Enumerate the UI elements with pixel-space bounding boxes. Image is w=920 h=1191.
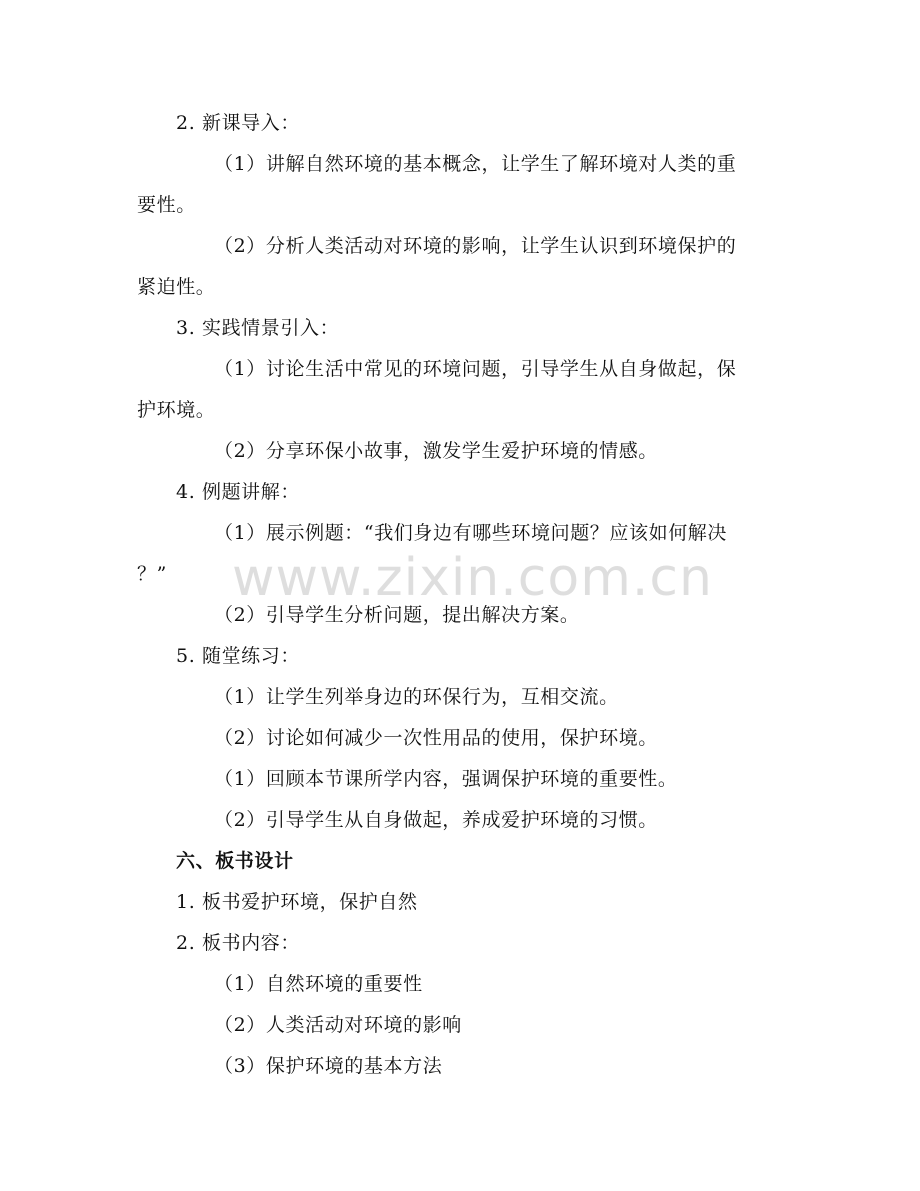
item-3-sub-2: （2）分享环保小故事，激发学生爱护环境的情感。 xyxy=(214,440,658,462)
item-5-sub-1: （1）让学生列举身边的环保行为，互相交流。 xyxy=(214,686,619,708)
item-3-heading: 3. 实践情景引入： xyxy=(176,317,340,339)
board-item-2-sub-1: （1）自然环境的重要性 xyxy=(214,973,423,995)
section-heading-board-design: 六、板书设计 xyxy=(176,850,294,872)
board-item-1: 1. 板书爱护环境，保护自然 xyxy=(176,891,418,913)
item-2-sub-2: （2）分析人类活动对环境的影响，让学生认识到环境保护的 xyxy=(214,235,737,257)
board-item-2-sub-2: （2）人类活动对环境的影响 xyxy=(214,1014,462,1036)
item-4-sub-1-cont: ？” xyxy=(137,563,167,585)
item-2-sub-1: （1）讲解自然环境的基本概念，让学生了解环境对人类的重 xyxy=(214,153,737,175)
item-5-sub-4: （2）引导学生从自身做起，养成爱护环境的习惯。 xyxy=(214,809,658,831)
item-3-sub-1-cont: 护环境。 xyxy=(137,399,216,421)
item-2-heading: 2. 新课导入： xyxy=(176,112,300,134)
item-5-heading: 5. 随堂练习： xyxy=(176,645,300,667)
item-4-sub-2: （2）引导学生分析问题，提出解决方案。 xyxy=(214,604,580,626)
board-item-2-sub-3: （3）保护环境的基本方法 xyxy=(214,1055,443,1077)
item-5-sub-3: （1）回顾本节课所学内容，强调保护环境的重要性。 xyxy=(214,768,678,790)
item-2-sub-2-cont: 紧迫性。 xyxy=(137,276,216,298)
item-4-sub-1: （1）展示例题：“我们身边有哪些环境问题？应该如何解决 xyxy=(214,522,728,544)
item-5-sub-2: （2）讨论如何减少一次性用品的使用，保护环境。 xyxy=(214,727,658,749)
board-item-2: 2. 板书内容： xyxy=(176,932,300,954)
item-2-sub-1-cont: 要性。 xyxy=(137,194,196,216)
watermark: www.zixin.com.cn xyxy=(232,548,713,608)
item-3-sub-1: （1）讨论生活中常见的环境问题，引导学生从自身做起，保 xyxy=(214,358,737,380)
item-4-heading: 4. 例题讲解： xyxy=(176,481,300,503)
